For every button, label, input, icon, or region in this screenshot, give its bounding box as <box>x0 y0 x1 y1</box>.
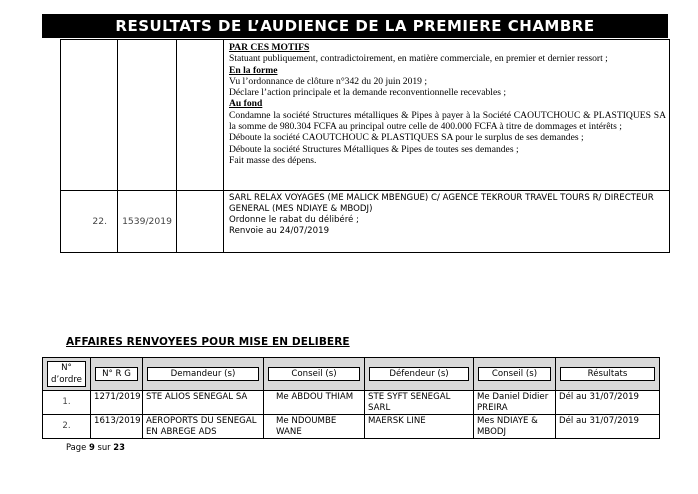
case-rg: 1539/2019 <box>118 191 177 253</box>
motifs-heading: PAR CES MOTIFS <box>229 42 310 53</box>
header-demandeur-label: Demandeur (s) <box>147 367 259 381</box>
forme-line: Déclare l’action principale et la demande reconventionnelle recevables ; <box>229 87 507 99</box>
cell-empty <box>177 40 224 191</box>
row-ordre: 2. <box>43 415 91 439</box>
header-resultats <box>556 358 660 391</box>
page-title: RESULTATS DE L’AUDIENCE DE LA PREMIERE CHAMBRE <box>115 17 595 35</box>
header-defendeur <box>365 358 474 391</box>
row-demandeur: AEROPORTS DU SENEGAL EN ABREGE ADS <box>143 415 264 439</box>
header-rg <box>91 358 143 391</box>
header-conseil-label: Conseil (s) <box>478 367 551 381</box>
row-conseil: Me ABDOU THIAM <box>264 391 365 415</box>
header-conseil <box>474 358 556 391</box>
of-word: sur <box>97 442 111 452</box>
page-number: 9 <box>88 442 95 452</box>
header-defendeur-label: Défendeur (s) <box>369 367 469 381</box>
row-resultat: Dél au 31/07/2019 <box>556 415 660 439</box>
header-ordre-label: N° d’ordre <box>47 361 86 387</box>
section-heading: AFFAIRES RENVOYEES POUR MISE EN DELIBERE <box>66 336 350 348</box>
cell-empty <box>177 191 224 253</box>
case-number: 22. <box>61 191 118 253</box>
fond-line: Déboute la société CAOUTCHOUC & PLASTIQUES SA pour le surplus de ses demandes ; <box>229 132 584 144</box>
header-resultats-label: Résultats <box>560 367 655 381</box>
forme-heading: En la forme <box>229 64 278 76</box>
table-row <box>61 40 670 191</box>
row-rg: 1613/2019 <box>91 415 143 439</box>
title-banner <box>42 14 668 38</box>
fond-line: Déboute la société Structures Métalliques & Pipes de toutes ses demandes ; <box>229 143 519 155</box>
header-demandeur <box>143 358 264 391</box>
case-decision-cell <box>224 191 670 253</box>
row-resultat: Dél au 31/07/2019 <box>556 391 660 415</box>
table-header-row <box>43 358 660 391</box>
row-demandeur: STE ALIOS SENEGAL SA <box>143 391 264 415</box>
header-ordre <box>43 358 91 391</box>
row-conseil: Me Daniel Didier PREIRA <box>474 391 556 415</box>
case-decision-line: Ordonne le rabat du délibéré ; <box>229 215 359 225</box>
row-rg: 1271/2019 <box>91 391 143 415</box>
row-ordre: 1. <box>43 391 91 415</box>
deliberation-table <box>42 357 660 439</box>
header-conseil <box>264 358 365 391</box>
results-table <box>60 39 670 253</box>
header-conseil-label: Conseil (s) <box>268 367 360 381</box>
fond-line: Condamne la société Structures métalliques & Pipes à payer à la Société CAOUTCHOUC & PLASTIQUES SA la somme de 980.304 FCFA au principal outre celle de 400.000 FCFA à titre de dommages et intérêts ; <box>229 109 666 133</box>
fond-line: Fait masse des dépens. <box>229 154 317 166</box>
cell-empty <box>61 40 118 191</box>
forme-line: Vu l’ordonnance de clôture n°342 du 20 juin 2019 ; <box>229 75 428 87</box>
case-parties: SARL RELAX VOYAGES (ME MALICK MBENGUE) C/ AGENCE TEKROUR TRAVEL TOURS R/ DIRECTEUR GENERAL (MES NDIAYE & MBODJ) <box>229 193 654 214</box>
table-row <box>61 191 670 253</box>
ruling-cell <box>224 40 670 191</box>
page-footer <box>66 442 125 452</box>
motifs-text: Statuant publiquement, contradictoirement, en matière commerciale, en premier et dernier ressort ; <box>229 53 608 65</box>
row-defendeur: STE SYFT SENEGAL SARL <box>365 391 474 415</box>
page-total: 23 <box>113 442 125 452</box>
case-decision-line: Renvoie au 24/07/2019 <box>229 226 330 236</box>
row-conseil: Mes NDIAYE & MBODJ <box>474 415 556 439</box>
row-conseil: Me NDOUMBE WANE <box>264 415 365 439</box>
row-defendeur: MAERSK LINE <box>365 415 474 439</box>
table-row <box>43 391 660 415</box>
cell-empty <box>118 40 177 191</box>
table-row <box>43 415 660 439</box>
fond-heading: Au fond <box>229 98 263 110</box>
page-word: Page <box>66 442 87 452</box>
header-rg-label: N° R G <box>95 367 138 381</box>
